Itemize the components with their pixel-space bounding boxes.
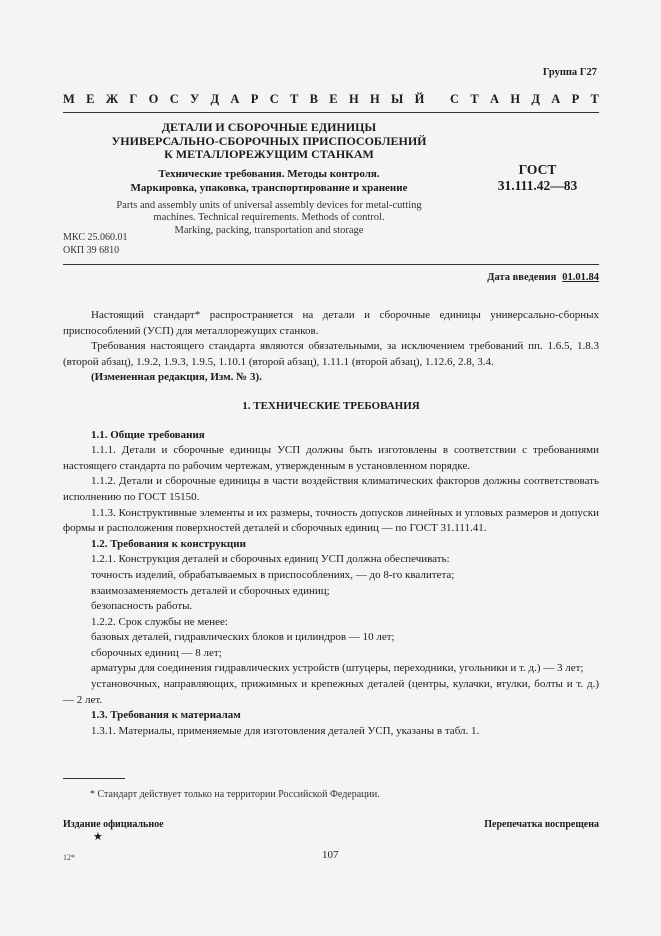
english-title-line: Parts and assembly units of universal assembly devices for metal-cutting: [116, 199, 422, 211]
title-line: К МЕТАЛЛОРЕЖУЩИМ СТАНКАМ: [164, 147, 374, 161]
paragraph: Настоящий стандарт* распространяется на детали и сборочные единицы универсально-сборных приспособлений (УСП) для металлорежущих станков.: [63, 309, 599, 337]
banner-letter: Т: [590, 92, 599, 106]
amendment-note: (Измененная редакция, Изм. № 3).: [91, 371, 262, 384]
banner-letter: Н: [369, 92, 380, 106]
english-title-line: Marking, packing, transportation and storage: [174, 224, 364, 236]
banner-letter: Т: [470, 92, 479, 106]
banner-letter: Р: [571, 92, 580, 106]
banner-letter: Е: [329, 92, 338, 106]
subsection-heading: 1.1. Общие требования: [91, 428, 205, 441]
list-item: установочных, направляющих, прижимных и крепежных деталей (центры, кулачки, втулки, болты и т. д.) — 2 лет.: [63, 678, 599, 706]
title-line: УНИВЕРСАЛЬНО-СБОРОЧНЫХ ПРИСПОСОБЛЕНИЙ: [111, 133, 427, 148]
title-block: [63, 121, 475, 237]
banner-letter: С: [450, 92, 460, 106]
banner-letter: А: [551, 92, 561, 106]
sheet-mark: 12*: [63, 853, 75, 862]
paragraph: 1.1.2. Детали и сборочные единицы в части воздействия климатических факторов должны соответствовать исполнению по ГОСТ 15150.: [63, 475, 599, 503]
title-line: ДЕТАЛИ И СБОРОЧНЫЕ ЕДИНИЦЫ: [161, 120, 377, 134]
gost-number: 31.111.42—83: [497, 178, 578, 193]
reprint-prohibited-label: Перепечатка воспрещена: [484, 819, 599, 830]
banner-letter: С: [269, 92, 279, 106]
banner-letter: М: [63, 92, 75, 106]
page-number: 107: [322, 849, 339, 861]
banner-letter: А: [230, 92, 240, 106]
banner-space: [436, 92, 439, 107]
banner-letter: Е: [86, 92, 95, 106]
date-value: 01.01.84: [562, 272, 599, 283]
banner-rule: [63, 112, 599, 113]
gost-label: ГОСТ: [518, 162, 557, 177]
paragraph: 1.1.3. Конструктивные элементы и их размеры, точность допусков линейных и угловых размеров и допуски формы и расположения поверхностей деталей и сборочных единиц — по ГОСТ 31.111.41.: [63, 506, 599, 535]
banner-letter: Д: [210, 92, 220, 106]
banner-letter: Ы: [391, 92, 404, 106]
paragraph: 1.3.1. Материалы, применяемые для изготовления деталей УСП, указаны в табл. 1.: [91, 724, 480, 737]
list-item: базовых деталей, гидравлических блоков и цилиндров — 10 лет;: [91, 631, 395, 644]
codes-rule: [63, 264, 599, 265]
standard-banner: [63, 92, 599, 107]
banner-letter: Н: [348, 92, 359, 106]
banner-letter: Т: [290, 92, 299, 106]
mks-code: МКС 25.060.01: [63, 232, 128, 243]
paragraph: 1.2.1. Конструкция деталей и сборочных единиц УСП должна обеспечивать:: [91, 553, 450, 566]
group-label: Группа Г27: [542, 67, 597, 78]
banner-letter: А: [490, 92, 500, 106]
classification-codes: [63, 232, 127, 257]
footnote: * Стандарт действует только на территории Российской Федерации.: [90, 789, 380, 800]
list-item: точность изделий, обрабатываемых в приспособлениях, — до 8-го квалитета;: [91, 568, 455, 581]
banner-letter: О: [148, 92, 159, 106]
introduction-date: [487, 272, 599, 283]
gost-designation: [480, 162, 595, 194]
paragraph: 1.1.1. Детали и сборочные единицы УСП должны быть изготовлены в соответствии с требованиями настоящего стандарта по рабочим чертежам, утвержденным в установленном порядке.: [63, 444, 599, 472]
subtitle: [63, 167, 475, 195]
paragraph: Требования настоящего стандарта являются обязательными, за исключением требований пп. 1.6.5, 1.8.3 (второй абзац), 1.9.2, 1.9.3, 1.9.5, 1.10.1 (второй абзац), 1.11.1 (второй абзац), 1.12.6, 2.8, 3.4.: [63, 340, 599, 368]
banner-letter: В: [309, 92, 318, 106]
banner-letter: Н: [510, 92, 521, 106]
official-edition-label: Издание официальное: [63, 819, 164, 830]
document-body: [63, 308, 599, 739]
date-label: Дата введения: [487, 272, 557, 283]
banner-letter: Й: [414, 92, 425, 106]
subtitle-line: Маркировка, упаковка, транспортирование и хранение: [130, 181, 408, 194]
banner-letter: С: [169, 92, 179, 106]
paragraph: 1.2.2. Срок службы не менее:: [91, 615, 228, 628]
subsection-heading: 1.2. Требования к конструкции: [91, 537, 246, 550]
banner-letter: Г: [129, 92, 138, 106]
star-icon: ★: [93, 831, 103, 843]
list-item: взаимозаменяемость деталей и сборочных единиц;: [91, 584, 330, 597]
banner-letter: У: [190, 92, 200, 106]
subtitle-line: Технические требования. Методы контроля.: [158, 167, 380, 180]
banner-letter: Д: [531, 92, 540, 106]
list-item: безопасность работы.: [91, 600, 193, 613]
footnote-rule: [63, 778, 125, 779]
english-title-line: machines. Technical requirements. Methods of control.: [153, 212, 385, 223]
okp-code: ОКП 39 6810: [63, 244, 120, 256]
section-heading: 1. ТЕХНИЧЕСКИЕ ТРЕБОВАНИЯ: [242, 399, 420, 412]
banner-letter: Ж: [105, 92, 119, 106]
list-item: сборочных единиц — 8 лет;: [91, 646, 222, 659]
subsection-heading: 1.3. Требования к материалам: [91, 709, 241, 722]
banner-letter: Р: [250, 92, 259, 106]
list-item: арматуры для соединения гидравлических устройств (штуцеры, переходники, угольники и т. д.) — 3 лет;: [91, 662, 584, 675]
